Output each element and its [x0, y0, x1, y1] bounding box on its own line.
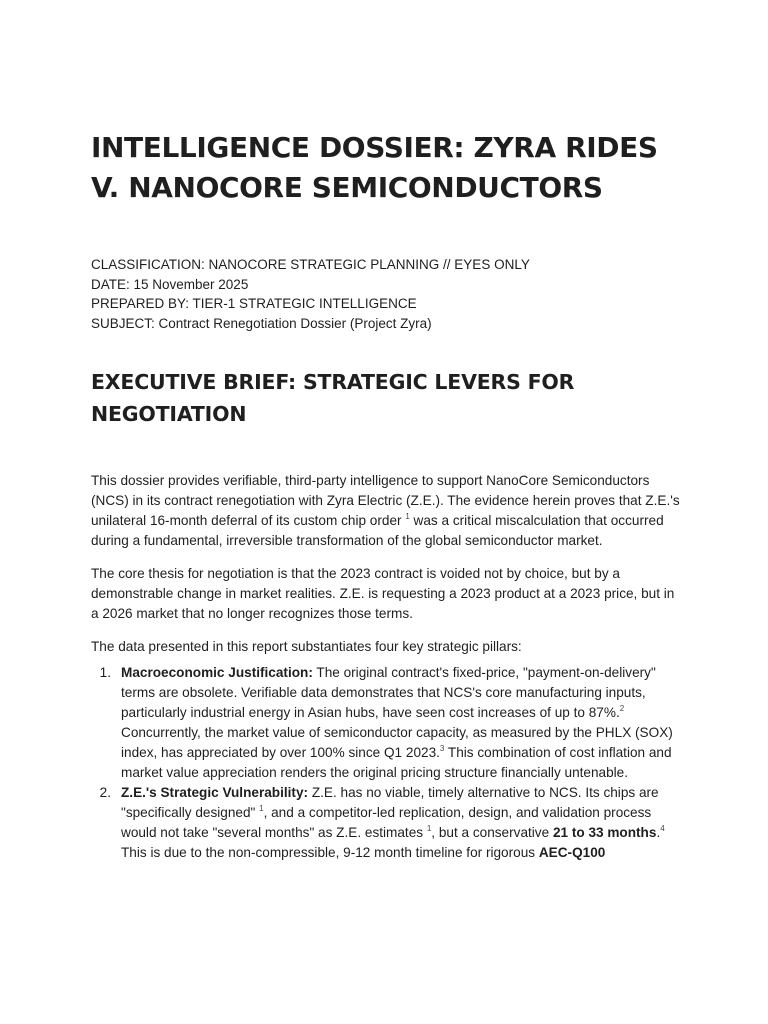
- list-item-text: Z.E. has no viable, timely alternative to NCS. Its chips are "specifically designed": [121, 785, 659, 820]
- list-item-number: 1.: [99, 665, 111, 680]
- list-item-text: , but a conservative: [431, 825, 553, 840]
- emphasis-text: AEC-Q100: [538, 845, 606, 860]
- pillars-list: [91, 663, 681, 863]
- date-line: DATE: 15 November 2025: [91, 276, 249, 292]
- footnote-ref[interactable]: 3: [439, 744, 445, 753]
- intro-text-b: was a critical miscalculation that occurred during a fundamental, irreversible transformation of the global semiconductor market.: [91, 513, 664, 548]
- pillars-intro-paragraph: The data presented in this report substantiates four key strategic pillars:: [91, 639, 522, 654]
- list-item-lead: Macroeconomic Justification:: [121, 665, 313, 680]
- prepared-by-line: PREPARED BY: TIER-1 STRATEGIC INTELLIGENCE: [91, 296, 417, 311]
- list-item-text: The original contract's fixed-price, "payment-on-delivery" terms are obsolete. Verifiable data demonstrates that NCS's core manufacturing inputs, particularly industrial energy in Asian hubs, have seen cost increases of up to 87%.: [121, 665, 656, 720]
- footnote-ref[interactable]: 1: [426, 824, 432, 833]
- list-item-text: , and a competitor-led replication, design, and validation process would not take "several months" as Z.E. estimates: [121, 805, 652, 840]
- footnote-ref[interactable]: 2: [619, 704, 625, 713]
- subject-line: SUBJECT: Contract Renegotiation Dossier (Project Zyra): [91, 315, 432, 331]
- intro-text-a: This dossier provides verifiable, third-party intelligence to support NanoCore Semiconductors (NCS) in its contract renegotiation with Zyra Electric (Z.E.). The evidence herein proves that Z.E.'s unilateral 16-month deferral of its custom chip order: [91, 473, 680, 528]
- list-item-text: This combination of cost inflation and market value appreciation renders the original pricing structure financially untenable.: [121, 745, 672, 780]
- list-item-text: This is due to the non-compressible, 9-12 month timeline for rigorous: [121, 845, 539, 860]
- document-metadata: [91, 255, 530, 333]
- emphasis-text: 21 to 33 months: [552, 825, 657, 840]
- document-body: [91, 471, 681, 863]
- thesis-paragraph: The core thesis for negotiation is that the 2023 contract is voided not by choice, but by a demonstrable change in market realities. Z.E. is requesting a 2023 product at a 2023 price, but in a 2026 market that no longer recognizes those terms.: [91, 566, 675, 621]
- list-item-text: .: [656, 825, 661, 840]
- list-item: [91, 663, 681, 783]
- footnote-ref[interactable]: 1: [405, 512, 410, 521]
- list-item: [91, 783, 681, 863]
- classification-line: CLASSIFICATION: NANOCORE STRATEGIC PLANNING // EYES ONLY: [91, 257, 530, 272]
- list-item-lead: Z.E.'s Strategic Vulnerability:: [121, 785, 309, 800]
- section-heading: EXECUTIVE BRIEF: STRATEGIC LEVERS FOR NEGOTIATION: [91, 370, 575, 426]
- list-item-text: Concurrently, the market value of semiconductor capacity, as measured by the PHLX (SOX) index, has appreciated by over 100% since Q1 2023.: [121, 725, 673, 760]
- footnote-ref[interactable]: 1: [259, 804, 264, 813]
- document-title: INTELLIGENCE DOSSIER: ZYRA RIDES V. NANOCORE SEMICONDUCTORS: [91, 131, 658, 204]
- intro-paragraph: [91, 471, 681, 551]
- footnote-ref[interactable]: 4: [660, 824, 665, 833]
- list-item-number: 2.: [99, 785, 111, 800]
